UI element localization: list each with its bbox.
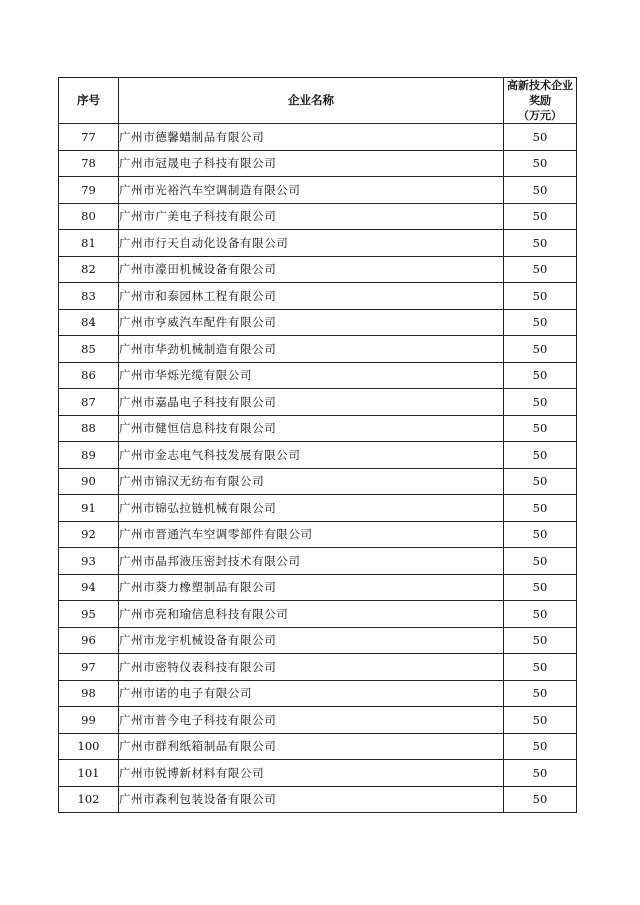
- award-amount-cell: 50: [504, 574, 577, 601]
- table-row: [59, 177, 577, 204]
- table-row: [59, 415, 577, 442]
- table-row: [59, 707, 577, 734]
- serial-number-cell: 82: [59, 256, 119, 283]
- table-row: [59, 309, 577, 336]
- company-name-cell: 广州市普今电子科技有限公司: [119, 707, 504, 734]
- table-row: [59, 601, 577, 628]
- serial-number-cell: 83: [59, 283, 119, 310]
- header-row: [59, 78, 577, 124]
- serial-number-cell: 78: [59, 150, 119, 177]
- award-amount-cell: 50: [504, 415, 577, 442]
- company-name-cell: 广州市晶邦液压密封技术有限公司: [119, 548, 504, 575]
- table-row: [59, 680, 577, 707]
- company-name-cell: 广州市金志电气科技发展有限公司: [119, 442, 504, 469]
- award-amount-cell: 50: [504, 548, 577, 575]
- company-name-cell: 广州市华烁光缆有限公司: [119, 362, 504, 389]
- award-amount-cell: 50: [504, 760, 577, 787]
- table-row: [59, 495, 577, 522]
- award-amount-cell: 50: [504, 601, 577, 628]
- serial-number-cell: 86: [59, 362, 119, 389]
- table-row: [59, 203, 577, 230]
- serial-number-cell: 85: [59, 336, 119, 363]
- serial-number-cell: 81: [59, 230, 119, 257]
- serial-number-cell: 84: [59, 309, 119, 336]
- serial-number-cell: 91: [59, 495, 119, 522]
- serial-number-cell: 88: [59, 415, 119, 442]
- table-row: [59, 336, 577, 363]
- serial-number-cell: 101: [59, 760, 119, 787]
- company-name-cell: 广州市群利纸箱制品有限公司: [119, 733, 504, 760]
- award-amount-cell: 50: [504, 468, 577, 495]
- award-amount-cell: 50: [504, 336, 577, 363]
- company-name-cell: 广州市嘉晶电子科技有限公司: [119, 389, 504, 416]
- award-amount-cell: 50: [504, 495, 577, 522]
- company-name-cell: 广州市行天自动化设备有限公司: [119, 230, 504, 257]
- table-row: [59, 654, 577, 681]
- serial-number-cell: 99: [59, 707, 119, 734]
- header-award-unit: （万元）: [518, 109, 562, 122]
- company-name-cell: 广州市森利包装设备有限公司: [119, 786, 504, 813]
- company-name-cell: 广州市葵力橡塑制品有限公司: [119, 574, 504, 601]
- table-row: [59, 389, 577, 416]
- award-amount-cell: 50: [504, 362, 577, 389]
- table-row: [59, 150, 577, 177]
- award-amount-cell: 50: [504, 256, 577, 283]
- serial-number-cell: 80: [59, 203, 119, 230]
- table-row: [59, 760, 577, 787]
- serial-number-cell: 96: [59, 627, 119, 654]
- serial-number-cell: 97: [59, 654, 119, 681]
- table-row: [59, 283, 577, 310]
- award-amount-cell: 50: [504, 442, 577, 469]
- award-amount-cell: 50: [504, 680, 577, 707]
- serial-number-cell: 98: [59, 680, 119, 707]
- serial-number-cell: 77: [59, 124, 119, 151]
- header-award-amount: [504, 78, 577, 124]
- serial-number-cell: 95: [59, 601, 119, 628]
- company-name-cell: 广州市德馨蜡制品有限公司: [119, 124, 504, 151]
- serial-number-cell: 87: [59, 389, 119, 416]
- serial-number-cell: 94: [59, 574, 119, 601]
- award-amount-cell: 50: [504, 521, 577, 548]
- award-amount-cell: 50: [504, 654, 577, 681]
- serial-number-cell: 93: [59, 548, 119, 575]
- serial-number-cell: 102: [59, 786, 119, 813]
- company-name-cell: 广州市冠晟电子科技有限公司: [119, 150, 504, 177]
- serial-number-cell: 89: [59, 442, 119, 469]
- table-row: [59, 548, 577, 575]
- table-row: [59, 733, 577, 760]
- company-name-cell: 广州市晋通汽车空调零部件有限公司: [119, 521, 504, 548]
- award-amount-cell: 50: [504, 627, 577, 654]
- award-amount-cell: 50: [504, 203, 577, 230]
- company-name-cell: 广州市濠田机械设备有限公司: [119, 256, 504, 283]
- table-row: [59, 362, 577, 389]
- company-name-cell: 广州市密特仪表科技有限公司: [119, 654, 504, 681]
- table-row: [59, 442, 577, 469]
- header-serial-number: 序号: [59, 78, 119, 124]
- company-name-cell: 广州市和泰园林工程有限公司: [119, 283, 504, 310]
- award-amount-cell: 50: [504, 177, 577, 204]
- table-row: [59, 521, 577, 548]
- award-amount-cell: 50: [504, 786, 577, 813]
- company-name-cell: 广州市亨威汽车配件有限公司: [119, 309, 504, 336]
- award-amount-cell: 50: [504, 389, 577, 416]
- company-name-cell: 广州市光裕汽车空调制造有限公司: [119, 177, 504, 204]
- serial-number-cell: 79: [59, 177, 119, 204]
- company-name-cell: 广州市华劲机械制造有限公司: [119, 336, 504, 363]
- header-award-title: 高新技术企业奖励: [507, 79, 573, 107]
- table-row: [59, 786, 577, 813]
- table-row: [59, 124, 577, 151]
- company-name-cell: 广州市广美电子科技有限公司: [119, 203, 504, 230]
- serial-number-cell: 92: [59, 521, 119, 548]
- company-name-cell: 广州市锦汉无纺布有限公司: [119, 468, 504, 495]
- serial-number-cell: 100: [59, 733, 119, 760]
- table-row: [59, 468, 577, 495]
- table-row: [59, 230, 577, 257]
- award-amount-cell: 50: [504, 707, 577, 734]
- table-row: [59, 256, 577, 283]
- serial-number-cell: 90: [59, 468, 119, 495]
- table-row: [59, 627, 577, 654]
- company-name-cell: 广州市锐博新材料有限公司: [119, 760, 504, 787]
- table-header: [59, 78, 577, 124]
- award-amount-cell: 50: [504, 124, 577, 151]
- award-amount-cell: 50: [504, 733, 577, 760]
- award-amount-cell: 50: [504, 283, 577, 310]
- table-body: [59, 124, 577, 813]
- company-name-cell: 广州市锦弘拉链机械有限公司: [119, 495, 504, 522]
- company-name-cell: 广州市龙宇机械设备有限公司: [119, 627, 504, 654]
- award-amount-cell: 50: [504, 150, 577, 177]
- header-company-name: 企业名称: [119, 78, 504, 124]
- company-name-cell: 广州市亮和瑜信息科技有限公司: [119, 601, 504, 628]
- table-row: [59, 574, 577, 601]
- company-name-cell: 广州市健恒信息科技有限公司: [119, 415, 504, 442]
- award-table: [58, 77, 577, 813]
- company-name-cell: 广州市诺的电子有限公司: [119, 680, 504, 707]
- award-amount-cell: 50: [504, 309, 577, 336]
- award-amount-cell: 50: [504, 230, 577, 257]
